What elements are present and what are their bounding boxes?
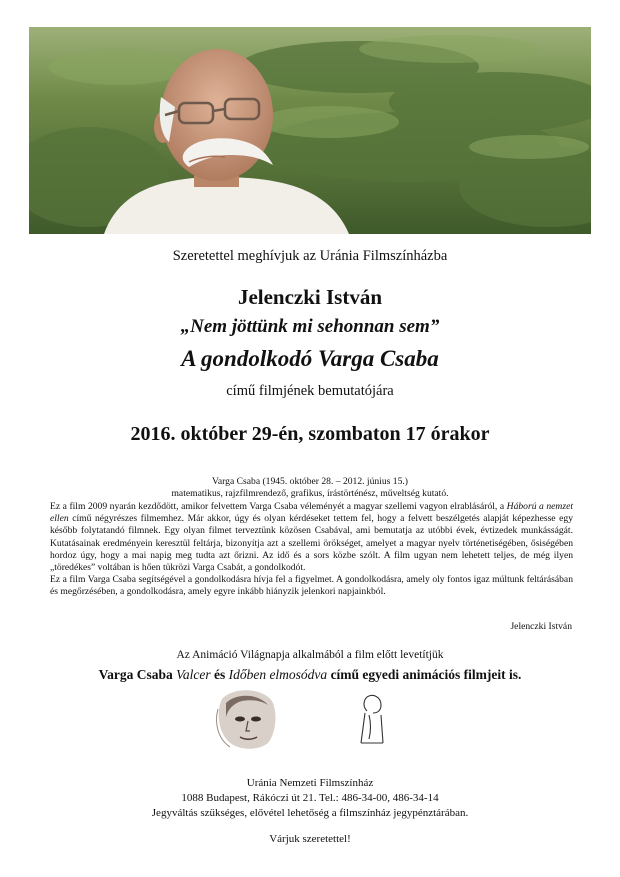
venue-name: Uránia Nemzeti Filmszínház [246, 777, 374, 789]
body-p1-after: című négyrészes filmemhez. Már akkor, úgy és olyan kérdéseket tettem fel, hogy a felvett beszélgetés alapját képezhesse egy később folytatandó filmnek. Egy olyan filmet terveztünk közösen Csabával, ami bemutatja az utóbbi évek, évtizedek munkásságát. Kutatásainak eredményein keresztül feltárja, bizonyítja azt a szellemi örökséget, amelyet a magyar nyelv történetiségében, ősiségében hordoz úgy, hogy a mai napig meg tudta azt őrizni. Az idő és a sors közbe szólt. A film ugyan nem lehetett teljes, de még ilyen „töredékes” voltában is hően tükrözi Varga Csabát, a gondolkodót. [50, 513, 573, 574]
animation-still-face [212, 689, 282, 751]
body-p1-film-title: Háború a nemzet ellen [50, 501, 573, 525]
ticket-info: Jegyváltás szükséges, elővétel lehetőség a filmszínház jegypénztárában. [151, 807, 469, 819]
animation-prefix: Varga Csaba [98, 667, 177, 682]
welcome-line: Várjuk szeretettel! [269, 833, 351, 845]
animation-film-1: Valcer [176, 667, 211, 682]
animation-suffix: című egyedi animációs filmjeit is. [327, 667, 522, 682]
venue-address: 1088 Budapest, Rákóczi út 21. Tel.: 486-34-00, 486-34-14 [181, 792, 439, 804]
animation-still-figure [355, 693, 389, 745]
body-text [50, 501, 573, 599]
film-subtitle: „Nem jöttünk mi sehonnan sem” [180, 316, 440, 337]
bio-description: matematikus, rajzfilmrendező, grafikus, írástörténész, műveltség kutató. [171, 488, 449, 499]
invitation-line: Szeretettel meghívjuk az Uránia Filmszínházba [172, 248, 448, 264]
body-paragraph-2: Ez a film Varga Csaba segítségével a gondolkodásra hívja fel a figyelmet. A gondolkodásra, amely oly fontos igaz múltunk feltárásában és megőrzésében, a gondolkodásra, amely egyre inkább hiányzik jelenkori napjainkból. [50, 574, 573, 598]
body-paragraph-1 [50, 501, 573, 574]
portrait-illustration [29, 27, 591, 234]
animation-films [0, 667, 620, 683]
bio-name-dates: Varga Csaba (1945. október 28. – 2012. június 15.) [212, 476, 408, 487]
animation-film-2: Időben elmosódva [228, 667, 328, 682]
animation-intro: Az Animáció Világnapja alkalmából a film előtt levetítjük [176, 649, 444, 661]
film-title: A gondolkodó Varga Csaba [181, 346, 439, 371]
event-date: 2016. október 29-én, szombaton 17 órakor [130, 423, 490, 445]
body-p1-before: Ez a film 2009 nyarán kezdődött, amikor felvettem Varga Csaba véleményét a magyar szellemi vagyon elrablásáról, a [50, 501, 507, 512]
header-photo [29, 27, 591, 234]
signature: Jelenczki István [510, 621, 572, 632]
director-name: Jelenczki István [237, 285, 383, 309]
premiere-line: című filmjének bemutatójára [226, 383, 394, 399]
animation-conj: és [210, 667, 229, 682]
